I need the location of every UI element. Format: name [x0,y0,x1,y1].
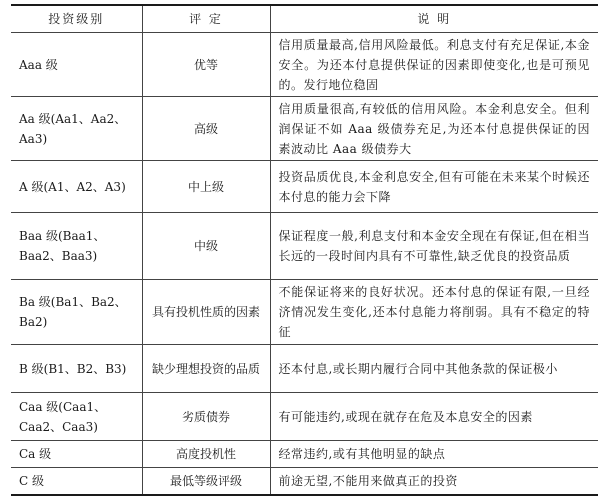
level-cell: B 级(B1、B2、B3) [11,345,142,393]
table-row [11,280,598,345]
rating-cell: 劣质债券 [142,393,270,441]
rating-cell: 缺少理想投资的品质 [142,345,270,393]
level-cell: Aaa 级 [11,33,142,97]
header-rating: 评 定 [142,5,270,33]
level-cell: Ba 级(Ba1、Ba2、Ba2) [11,280,142,345]
rating-cell: 最低等级评级 [142,468,270,496]
description-cell: 信用质量最高,信用风险最低。利息支付有充足保证,本金安全。为还本付息提供保证的因素即使变化,也是可预见的。发行地位稳固 [270,33,598,97]
bond-rating-table [11,4,598,496]
level-cell: Baa 级(Baa1、Baa2、Baa3) [11,213,142,280]
description-cell: 还本付息,或长期内履行合同中其他条款的保证极小 [270,345,598,393]
level-cell: Aa 级(Aa1、Aa2、Aa3) [11,97,142,161]
description-cell: 投资品质优良,本金利息安全,但有可能在未来某个时候还本付息的能力会下降 [270,161,598,213]
rating-cell: 中上级 [142,161,270,213]
table-row [11,345,598,393]
description-cell: 有可能违约,或现在就存在危及本息安全的因素 [270,393,598,441]
table-row [11,441,598,468]
description-cell: 保证程度一般,利息支付和本金安全现在有保证,但在相当长远的一段时间内具有不可靠性,缺乏优良的投资品质 [270,213,598,280]
rating-cell: 中级 [142,213,270,280]
description-cell: 经常违约,或有其他明显的缺点 [270,441,598,468]
description-cell: 前途无望,不能用来做真正的投资 [270,468,598,496]
rating-cell: 高级 [142,97,270,161]
table-header-row [11,5,598,33]
header-level: 投资级别 [11,5,142,33]
table-row [11,213,598,280]
rating-cell: 具有投机性质的因素 [142,280,270,345]
table-row [11,468,598,496]
header-description: 说 明 [270,5,598,33]
table-row [11,393,598,441]
table-row [11,97,598,161]
level-cell: A 级(A1、A2、A3) [11,161,142,213]
rating-cell: 优等 [142,33,270,97]
level-cell: Ca 级 [11,441,142,468]
description-cell: 信用质量很高,有较低的信用风险。本金利息安全。但利润保证不如 Aaa 级债券充足,为还本付息提供保证的因素波动比 Aaa 级债券大 [270,97,598,161]
level-cell: C 级 [11,468,142,496]
table-row [11,33,598,97]
description-cell: 不能保证将来的良好状况。还本付息的保证有限,一旦经济情况发生变化,还本付息能力将削弱。具有不稳定的特征 [270,280,598,345]
level-cell: Caa 级(Caa1、Caa2、Caa3) [11,393,142,441]
rating-cell: 高度投机性 [142,441,270,468]
table-row [11,161,598,213]
